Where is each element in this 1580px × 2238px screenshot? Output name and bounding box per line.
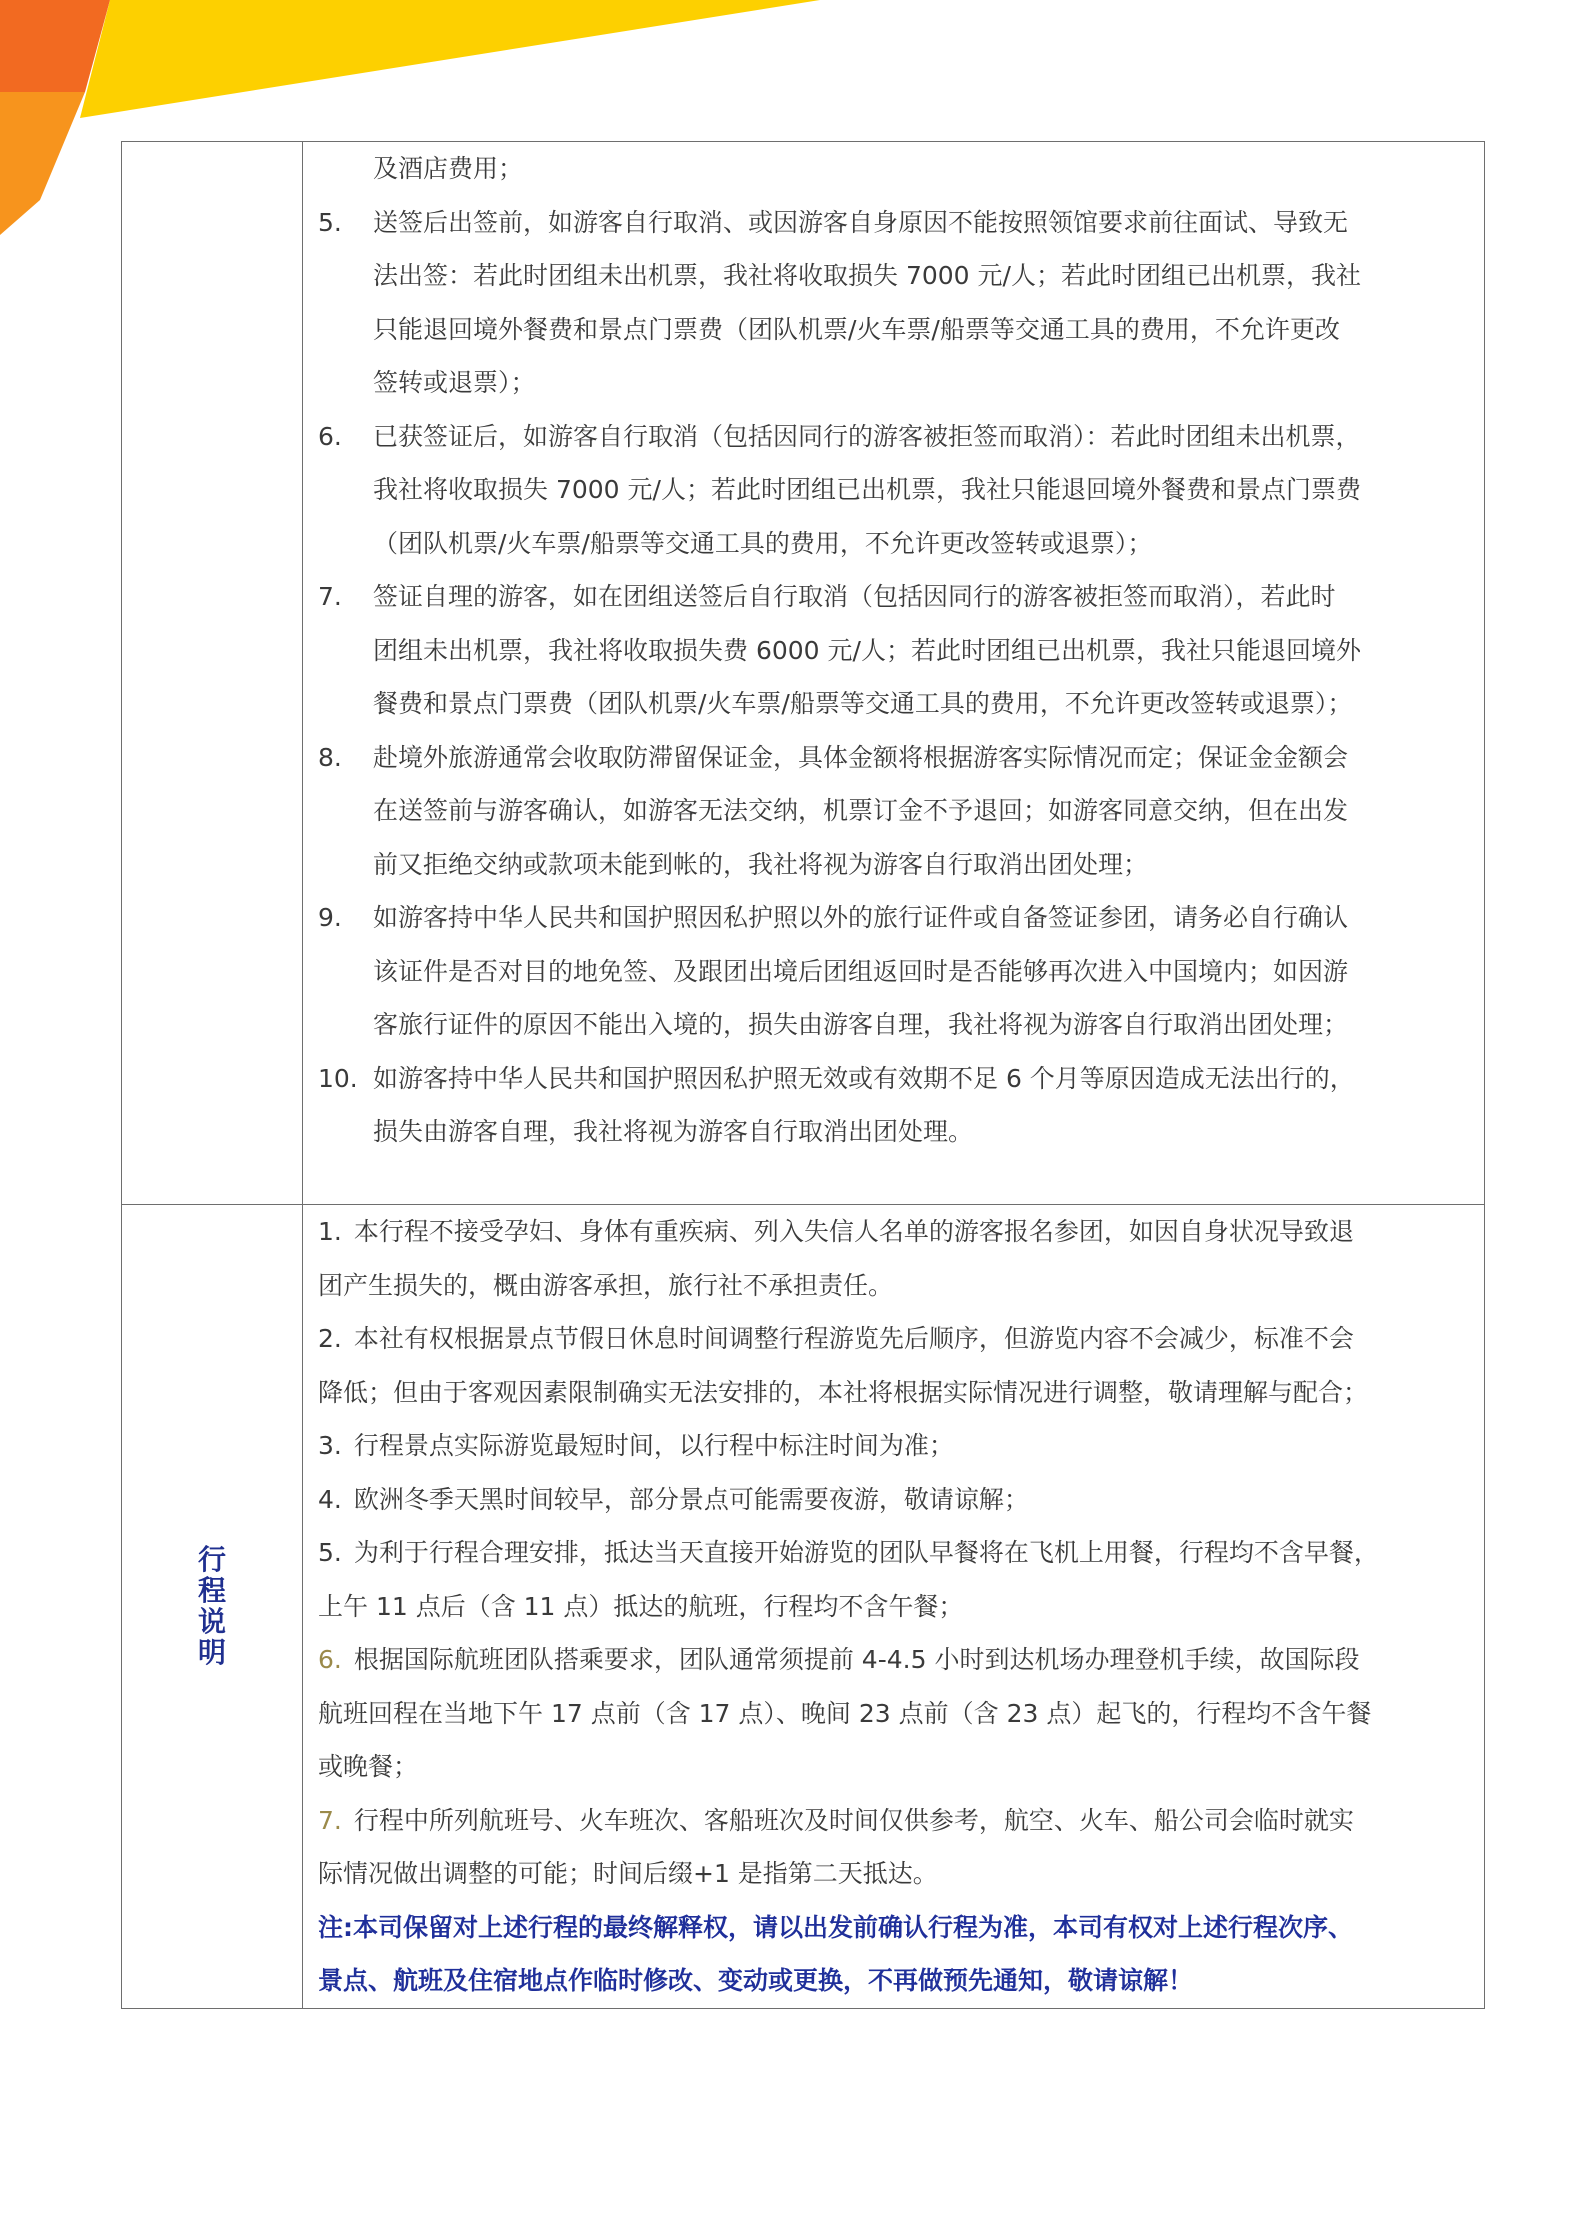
item-text: 如游客持中华人民共和国护照因私护照以外的旅行证件或自备签证参团，请务必自行确认 — [373, 903, 1349, 932]
item-text: 客旅行证件的原因不能出入境的，损失由游客自理，我社将视为游客自行取消出团处理； — [373, 1010, 1349, 1039]
cancellation-row — [122, 142, 1485, 1205]
cancellation-item-line — [303, 731, 1484, 785]
note-number: 1. — [318, 1217, 342, 1246]
cancellation-item-line — [303, 677, 1484, 731]
item-text: 前又拒绝交纳或款项未能到帐的，我社将视为游客自行取消出团处理； — [373, 849, 1149, 879]
itinerary-label-cell — [122, 1205, 303, 2009]
cancellation-item-line — [303, 356, 1484, 410]
item-text: 签转或退票）； — [373, 368, 536, 397]
cancellation-item-line — [303, 838, 1484, 892]
cancellation-item-line — [303, 570, 1484, 624]
itinerary-note-line — [303, 1473, 1484, 1527]
item-text: 我社将收取损失 7000 元/人；若此时团组已出机票，我社只能退回境外餐费和景点门票费 — [373, 475, 1361, 504]
item-text: 赴境外旅游通常会收取防滞留保证金，具体金额将根据游客实际情况而定；保证金金额会 — [373, 742, 1349, 772]
note-number: 6. — [318, 1645, 342, 1674]
cancellation-item-line — [303, 624, 1484, 678]
item-text: 如游客持中华人民共和国护照因私护照无效或有效期不足 6 个月等原因造成无法出行的， — [373, 1063, 1355, 1093]
item-number: 8. — [318, 742, 342, 772]
item-number: 5. — [318, 207, 342, 237]
cancellation-item-line — [303, 1052, 1484, 1106]
cancellation-item-line — [303, 196, 1484, 250]
cancellation-item-line — [303, 249, 1484, 303]
item-text: （团队机票/火车票/船票等交通工具的费用，不允许更改签转或退票）； — [373, 528, 1153, 558]
note-text: 行程中所列航班号、火车班次、客船班次及时间仅供参考，航空、火车、船公司会临时就实 — [353, 1805, 1354, 1835]
item-number: 10. — [318, 1063, 358, 1093]
itinerary-note-line — [303, 1633, 1484, 1687]
cancellation-content-cell — [303, 142, 1485, 1205]
itinerary-note-continuation: 或晚餐； — [318, 1752, 419, 1781]
itinerary-notes-row — [122, 1205, 1485, 2009]
item-text: 只能退回境外餐费和景点门票费（团队机票/火车票/船票等交通工具的费用，不允许更改 — [373, 314, 1340, 344]
note-number: 7. — [318, 1805, 342, 1835]
cancellation-item-line — [303, 891, 1484, 945]
note-number: 3. — [318, 1431, 342, 1460]
item-number: 9. — [318, 903, 342, 932]
item-number: 7. — [318, 582, 342, 611]
itinerary-note-line — [303, 1312, 1484, 1366]
item-text: 餐费和景点门票费（团队机票/火车票/船票等交通工具的费用，不允许更改签转或退票）； — [373, 689, 1353, 718]
itinerary-note-continuation: 团产生损失的，概由游客承担，旅行社不承担责任。 — [318, 1270, 894, 1300]
item-text: 送签后出签前，如游客自行取消、或因游客自身原因不能按照领馆要求前往面试、导致无 — [373, 207, 1349, 237]
terms-table — [121, 141, 1485, 2009]
cancellation-item-line — [303, 1105, 1484, 1159]
note-text: 欧洲冬季天黑时间较早，部分景点可能需要夜游，敬请谅解； — [353, 1484, 1029, 1514]
cancellation-item-line — [303, 303, 1484, 357]
note-number: 2. — [318, 1324, 342, 1353]
cancellation-list — [303, 196, 1484, 1159]
item-text: 法出签：若此时团组未出机票，我社将收取损失 7000 元/人；若此时团组已出机票，我社 — [373, 261, 1361, 290]
note-text: 本社有权根据景点节假日休息时间调整行程游览先后顺序，但游览内容不会减少，标准不会 — [353, 1324, 1354, 1353]
cancellation-item-line — [303, 517, 1484, 571]
itinerary-notes-list — [303, 1205, 1484, 1901]
cancellation-label-cell — [122, 142, 303, 1205]
note-text: 为利于行程合理安排，抵达当天直接开始游览的团队早餐将在飞机上用餐，行程均不含早餐， — [353, 1538, 1379, 1567]
notice-line-1: 注:本司保留对上述行程的最终解释权，请以出发前确认行程为准，本司有权对上述行程次序、 — [318, 1912, 1354, 1942]
item-text: 团组未出机票，我社将收取损失费 6000 元/人；若此时团组已出机票，我社只能退回境外 — [373, 635, 1361, 665]
itinerary-note-continuation: 上午 11 点后（含 11 点）抵达的航班，行程均不含午餐； — [318, 1591, 964, 1621]
note-number: 5. — [318, 1538, 342, 1567]
itinerary-note-continuation: 航班回程在当地下午 17 点前（含 17 点）、晚间 23 点前（含 23 点）起飞的，行程均不含午餐 — [318, 1698, 1372, 1728]
itinerary-section-label: 行程说明 — [197, 1543, 226, 1670]
itinerary-note-line — [303, 1526, 1484, 1580]
itinerary-content-cell — [303, 1205, 1485, 2009]
item-text: 该证件是否对目的地免签、及跟团出境后团组返回时是否能够再次进入中国境内；如因游 — [373, 956, 1349, 986]
cancellation-item-line — [303, 784, 1484, 838]
cancellation-lead-line: 及酒店费用； — [373, 154, 524, 183]
itinerary-note-line — [303, 1419, 1484, 1473]
notice-line-2: 景点、航班及住宿地点作临时修改、变动或更换，不再做预先通知，敬请谅解！ — [318, 1966, 1194, 1995]
itinerary-note-continuation: 降低；但由于客观因素限制确实无法安排的，本社将根据实际情况进行调整，敬请理解与配合； — [318, 1377, 1369, 1407]
note-text: 本行程不接受孕妇、身体有重疾病、列入失信人名单的游客报名参团，如因自身状况导致退 — [353, 1217, 1354, 1246]
item-text: 在送签前与游客确认，如游客无法交纳，机票订金不予退回；如游客同意交纳，但在出发 — [373, 796, 1349, 825]
item-text: 已获签证后，如游客自行取消（包括因同行的游客被拒签而取消）：若此时团组未出机票， — [373, 421, 1361, 451]
note-text: 行程景点实际游览最短时间，以行程中标注时间为准； — [353, 1431, 954, 1460]
item-text: 损失由游客自理，我社将视为游客自行取消出团处理。 — [373, 1117, 974, 1146]
note-text: 根据国际航班团队搭乘要求，团队通常须提前 4-4.5 小时到达机场办理登机手续，故国际段 — [353, 1645, 1360, 1674]
itinerary-note-continuation: 际情况做出调整的可能；时间后缀+1 是指第二天抵达。 — [318, 1859, 938, 1888]
item-number: 6. — [318, 421, 342, 451]
cancellation-item-line — [303, 410, 1484, 464]
note-number: 4. — [318, 1484, 342, 1514]
itinerary-note-line — [303, 1794, 1484, 1848]
cancellation-item-line — [303, 463, 1484, 517]
item-text: 签证自理的游客，如在团组送签后自行取消（包括因同行的游客被拒签而取消），若此时 — [373, 582, 1336, 611]
cancellation-item-line — [303, 945, 1484, 999]
cancellation-item-line — [303, 998, 1484, 1052]
itinerary-note-line — [303, 1205, 1484, 1259]
